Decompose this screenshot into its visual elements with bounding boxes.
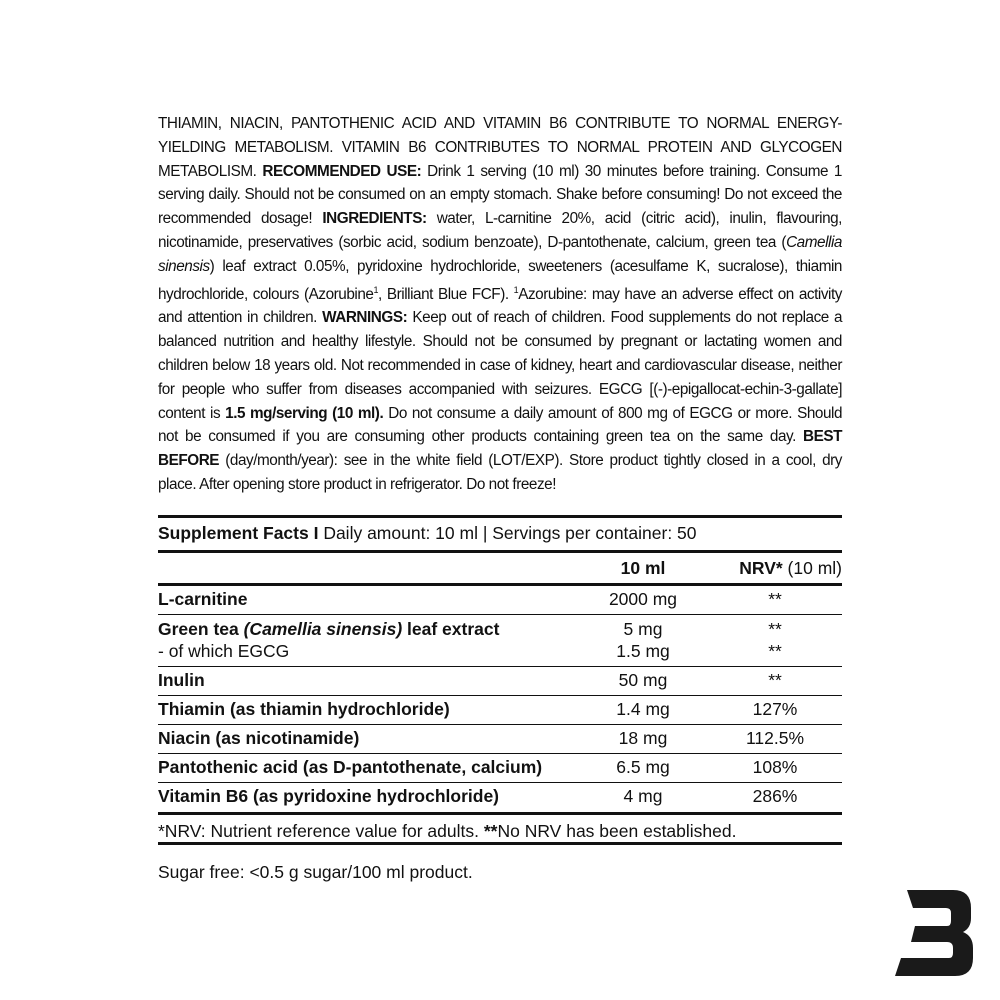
green-tea-name: [158, 618, 578, 640]
footnote-marker: 1: [513, 284, 519, 295]
table-row: [158, 586, 842, 615]
green-tea-name-b: leaf extract: [402, 619, 500, 639]
header-nrv-unit: (10 ml): [782, 557, 842, 578]
warnings-text: Keep out of reach of children. Food supplements do not replace a balanced nutrition and healthy lifestyle. Should not be consumed by pregnant or lactating women and children below 18 years old. Not recommended in case of kidney, heart and cardiovascular disease, neither for people who suffer from diseases accompanied with seizures. EGCG [(-)-epigallocat-echin-3-gallate] content is: [158, 309, 843, 422]
header-nrv-label: NRV*: [739, 557, 783, 578]
nutrient-nrv: 127%: [752, 699, 798, 719]
supplement-facts-table: [158, 515, 842, 845]
best-before-heading: BEST BEFORE: [158, 428, 842, 470]
nutrient-name: L-carnitine: [158, 589, 248, 609]
nutrient-nrv: 112.5%: [745, 728, 805, 748]
green-tea-amount: 5 mg: [623, 619, 663, 639]
facts-title-row: [158, 515, 842, 553]
recommended-use-heading: RECOMMENDED USE:: [262, 162, 422, 180]
brand-b-logo-icon: [893, 886, 975, 983]
table-row: [158, 667, 842, 696]
nutrient-name: Pantothenic acid (as D-pantothenate, calcium): [158, 757, 543, 777]
nutrient-nrv: [708, 618, 842, 662]
egcg-sub-label: - of which EGCG: [158, 641, 290, 661]
azorubine-note: Azorubine: may have an adverse effect on activity and attention in children.: [158, 285, 842, 327]
egcg-nrv: **: [768, 641, 782, 661]
health-claims: THIAMIN, NIACIN, PANTOTHENIC ACID AND VITAMIN B6 CONTRIBUTE TO NORMAL ENERGY-YIELDING METABOLISM. VITAMIN B6 CONTRIBUTES TO NORMAL PROTEIN AND GLYCOGEN METABOLISM.: [158, 115, 842, 180]
table-row: [158, 783, 842, 812]
nutrient-amount: 4 mg: [623, 786, 663, 806]
table-row: [158, 754, 842, 783]
facts-header-row: [158, 553, 842, 586]
nutrient-amount: 50 mg: [618, 670, 668, 690]
ingredients-text-2: ) leaf extract 0.05%, pyridoxine hydrochloride, sweeteners (acesulfame K, sucralose), thiamin hydrochloride, colours (Azorubine: [158, 257, 842, 303]
nutrient-nrv: 108%: [752, 757, 798, 777]
egcg-content: 1.5 mg/serving (10 ml).: [225, 404, 384, 422]
footnote-text-b: No NRV has been established.: [497, 821, 737, 841]
label-description: [158, 112, 842, 497]
nutrient-amount: 6.5 mg: [616, 757, 670, 777]
nutrient-name: Vitamin B6 (as pyridoxine hydrochloride): [158, 786, 500, 806]
footnote-marker: 1: [373, 284, 379, 295]
footnote-bold: **: [483, 821, 498, 841]
facts-serving-info: Daily amount: 10 ml | Servings per container: 50: [318, 523, 697, 543]
table-row: [158, 615, 842, 667]
nutrient-amount: [578, 618, 708, 662]
header-amount: 10 ml: [620, 557, 666, 578]
nutrient-amount: 1.4 mg: [616, 699, 670, 719]
nutrient-nrv: 286%: [752, 786, 798, 806]
header-nrv: [708, 558, 842, 579]
nutrient-name: [158, 618, 578, 662]
facts-title: Supplement Facts I: [158, 523, 319, 543]
ingredients-text: water, L-carnitine 20%, acid (citric acid), inulin, flavouring, nicotinamide, preservatives (sorbic acid, sodium benzoate), D-pantothenate, calcium, green tea (: [158, 210, 842, 251]
nutrient-amount: 2000 mg: [608, 589, 678, 609]
green-tea-latin: (Camellia sinensis): [243, 619, 403, 639]
table-row: [158, 696, 842, 725]
nutrient-name: Thiamin (as thiamin hydrochloride): [158, 699, 450, 719]
ingredients-italic: Camellia sinensis: [158, 233, 842, 275]
nutrient-nrv: **: [768, 670, 782, 690]
nutrient-amount: 18 mg: [618, 728, 668, 748]
ingredients-text-3: , Brilliant Blue FCF).: [378, 285, 514, 303]
egcg-amount: 1.5 mg: [616, 641, 670, 661]
warnings-heading: WARNINGS:: [316, 309, 408, 327]
nutrient-nrv: **: [768, 589, 782, 609]
green-tea-nrv: **: [768, 619, 782, 639]
green-tea-name-a: Green tea: [158, 619, 244, 639]
ingredients-heading: INGREDIENTS:: [312, 210, 427, 228]
recommended-use-text: Drink 1 serving (10 ml) 30 minutes before training. Consume 1 serving daily. Should not be consumed on an empty stomach. Shake before consuming! Do not exceed the recommended dosage!: [158, 162, 842, 228]
best-before-text: (day/month/year): see in the white field (LOT/EXP). Store product tightly closed in a cool, dry place. After opening store product in refrigerator. Do not freeze!: [158, 452, 842, 494]
nutrient-name: Inulin: [158, 670, 205, 690]
nrv-footnote: [158, 812, 842, 845]
nutrient-name: Niacin (as nicotinamide): [158, 728, 360, 748]
sugar-free-note: Sugar free: <0.5 g sugar/100 ml product.: [158, 862, 473, 882]
warnings-text-2: Do not consume a daily amount of 800 mg of EGCG or more. Should not be consumed if you are consuming other products containing green tea on the same day.: [158, 404, 843, 446]
footnote-text-a: *NRV: Nutrient reference value for adults.: [158, 821, 484, 841]
table-row: [158, 725, 842, 754]
